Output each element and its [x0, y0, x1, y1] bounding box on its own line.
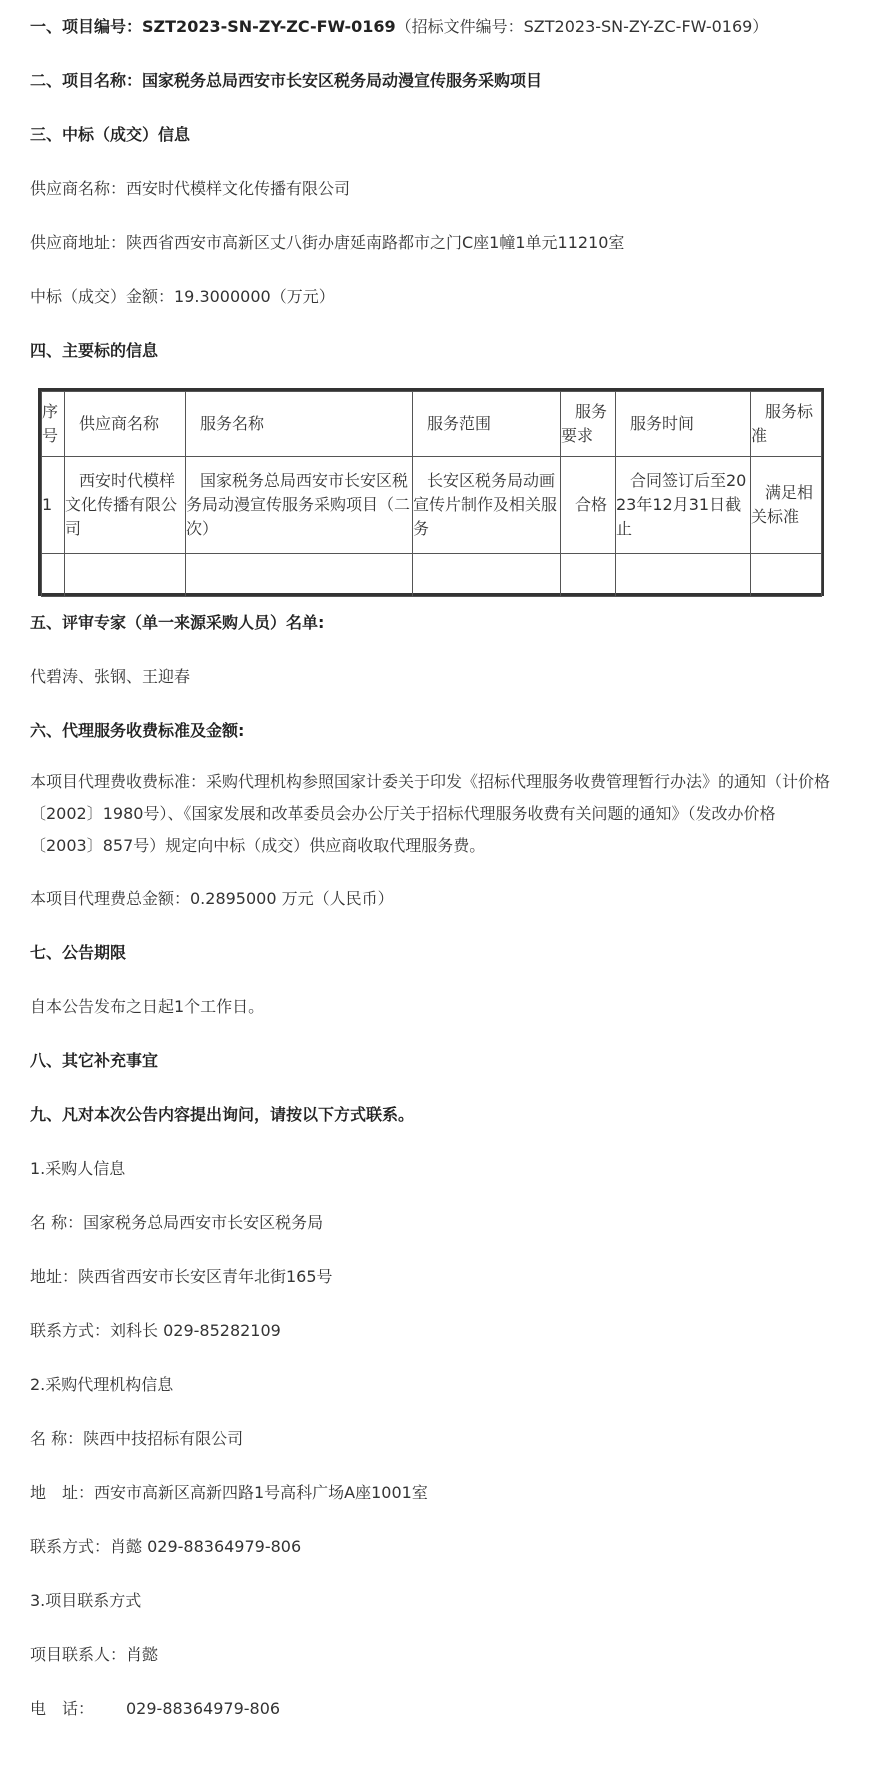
- experts-heading: 五、评审专家（单一来源采购人员）名单:: [30, 613, 325, 632]
- agency-contact: 联系方式：肖懿 029-88364979-806: [30, 1537, 302, 1556]
- table-cell: 1: [42, 457, 65, 554]
- table-header-cell: 服务名称: [186, 392, 413, 457]
- award-info-heading: 三、中标（成交）信息: [30, 125, 191, 144]
- agency-address: 地 址：西安市高新区高新四路1号高科广场A座1001室: [30, 1483, 428, 1502]
- agency-info-title: 2.采购代理机构信息: [30, 1375, 174, 1394]
- agency-fee-total: 本项目代理费总金额：0.2895000 万元（人民币）: [30, 889, 394, 908]
- project-contact-person: 项目联系人：肖懿: [30, 1645, 159, 1664]
- phone-number: 029-88364979-806: [126, 1699, 281, 1718]
- table-cell: [65, 554, 186, 597]
- table-header-cell: 服务标准: [751, 392, 822, 457]
- table-cell: [616, 554, 751, 597]
- project-number-line: [30, 17, 768, 37]
- other-matters-heading: 八、其它补充事宜: [30, 1051, 159, 1070]
- table-cell: [42, 554, 65, 597]
- table-header-cell: 服务范围: [413, 392, 561, 457]
- table-header-cell: 服务要求: [561, 392, 616, 457]
- purchaser-info-title: 1.采购人信息: [30, 1159, 126, 1178]
- project-contact-title: 3.项目联系方式: [30, 1591, 142, 1610]
- subject-table: [38, 388, 824, 596]
- table-cell: 合同签订后至2023年12月31日截止: [616, 457, 751, 554]
- contact-heading: 九、凡对本次公告内容提出询问，请按以下方式联系。: [30, 1105, 415, 1124]
- notice-period-heading: 七、公告期限: [30, 943, 127, 962]
- notice-period-text: 自本公告发布之日起1个工作日。: [30, 997, 265, 1016]
- table-header-row: [42, 392, 822, 457]
- table-header-cell: 服务时间: [616, 392, 751, 457]
- agency-name: 名 称：陕西中技招标有限公司: [30, 1429, 244, 1448]
- agency-fee-standard: 本项目代理费收费标准：采购代理机构参照国家计委关于印发《招标代理服务收费管理暂行办法》的通知（计价格〔2002〕1980号）、《国家发展和改革委员会办公厅关于招标代理服务收费有关问题的通知》（发改办价格〔2003〕857号）规定向中标（成交）供应商收取代理服务费。: [30, 772, 831, 855]
- agency-fee-heading: 六、代理服务收费标准及金额:: [30, 721, 245, 740]
- table-cell: [413, 554, 561, 597]
- project-number-label: 一、项目编号：: [30, 17, 143, 36]
- award-amount: 中标（成交）金额：19.3000000（万元）: [30, 287, 335, 306]
- table-cell: 西安时代模样文化传播有限公司: [65, 457, 186, 554]
- tender-doc-number-note: （招标文件编号：SZT2023-SN-ZY-ZC-FW-0169）: [395, 17, 769, 36]
- purchaser-name: 名 称：国家税务总局西安市长安区税务局: [30, 1213, 324, 1232]
- table-cell: 合格: [561, 457, 616, 554]
- phone-label: 电 话：: [30, 1699, 95, 1718]
- table-cell: [186, 554, 413, 597]
- experts-names: 代碧涛、张钢、王迎春: [30, 667, 191, 686]
- table-cell: [561, 554, 616, 597]
- purchaser-address: 地址：陕西省西安市长安区青年北街165号: [30, 1267, 333, 1286]
- table-row: [42, 457, 822, 554]
- table-cell: 满足相关标准: [751, 457, 822, 554]
- supplier-address: 供应商地址：陕西省西安市高新区丈八街办唐延南路都市之门C座1幢1单元11210室: [30, 233, 625, 252]
- main-subject-heading: 四、主要标的信息: [30, 341, 159, 360]
- project-name-heading: 二、项目名称：国家税务总局西安市长安区税务局动漫宣传服务采购项目: [30, 71, 543, 90]
- table-cell: 国家税务总局西安市长安区税务局动漫宣传服务采购项目（二次）: [186, 457, 413, 554]
- purchaser-contact: 联系方式：刘科长 029-85282109: [30, 1321, 281, 1340]
- table-cell: [751, 554, 822, 597]
- table-header-cell: 序号: [42, 392, 65, 457]
- project-number-code: SZT2023-SN-ZY-ZC-FW-0169: [142, 17, 396, 36]
- table-header-cell: 供应商名称: [65, 392, 186, 457]
- project-contact-phone-line: [30, 1699, 280, 1719]
- table-cell: 长安区税务局动画宣传片制作及相关服务: [413, 457, 561, 554]
- supplier-name: 供应商名称：西安时代模样文化传播有限公司: [30, 179, 351, 198]
- table-empty-row: [42, 554, 822, 597]
